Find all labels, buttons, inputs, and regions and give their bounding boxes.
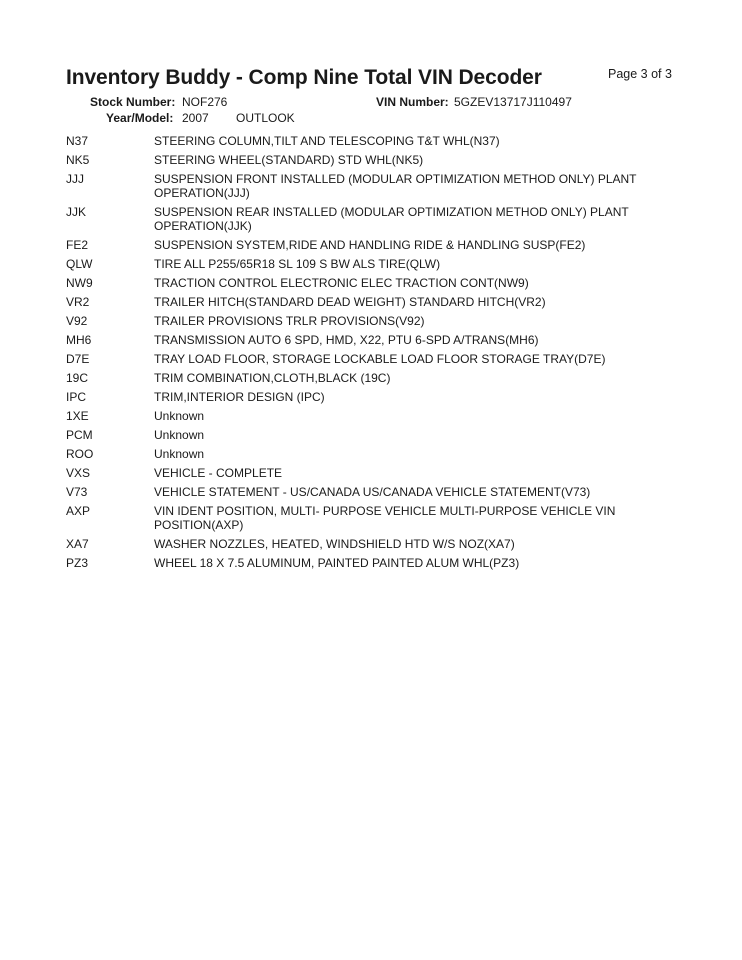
option-row (66, 172, 686, 200)
option-row (66, 333, 686, 347)
option-description: WASHER NOZZLES, HEATED, WINDSHIELD HTD W/S NOZ(XA7) (154, 537, 515, 551)
option-row (66, 466, 686, 480)
option-row (66, 447, 686, 461)
option-code: NW9 (66, 276, 93, 290)
option-code: VR2 (66, 295, 90, 309)
document-title: Inventory Buddy - Comp Nine Total VIN Decoder (66, 66, 542, 89)
option-row (66, 238, 686, 252)
option-description: VIN IDENT POSITION, MULTI- PURPOSE VEHICLE MULTI-PURPOSE VEHICLE VIN POSITION(AXP) (154, 504, 616, 532)
option-row (66, 390, 686, 404)
option-code: ROO (66, 447, 94, 461)
option-code: D7E (66, 352, 90, 366)
option-row (66, 537, 686, 551)
option-code: AXP (66, 504, 91, 518)
option-description: Unknown (154, 409, 205, 423)
option-description: SUSPENSION SYSTEM,RIDE AND HANDLING RIDE & HANDLING SUSP(FE2) (154, 238, 586, 252)
vin-number-label: VIN Number: (376, 95, 449, 109)
option-description: VEHICLE - COMPLETE (154, 466, 283, 480)
option-row (66, 556, 686, 570)
option-row (66, 276, 686, 290)
option-code: PCM (66, 428, 93, 442)
option-row (66, 409, 686, 423)
model-value: OUTLOOK (236, 111, 295, 125)
option-description: Unknown (154, 428, 205, 442)
option-code: JJJ (66, 172, 84, 186)
option-description: SUSPENSION FRONT INSTALLED (MODULAR OPTIMIZATION METHOD ONLY) PLANT OPERATION(JJJ) (154, 172, 637, 200)
option-code: N37 (66, 134, 89, 148)
option-description: TIRE ALL P255/65R18 SL 109 S BW ALS TIRE(QLW) (154, 257, 441, 271)
vin-number-value: 5GZEV13717J110497 (454, 95, 572, 109)
option-description: STEERING COLUMN,TILT AND TELESCOPING T&T WHL(N37) (154, 134, 500, 148)
option-description: TRACTION CONTROL ELECTRONIC ELEC TRACTION CONT(NW9) (154, 276, 529, 290)
option-row (66, 295, 686, 309)
option-description: SUSPENSION REAR INSTALLED (MODULAR OPTIMIZATION METHOD ONLY) PLANT OPERATION(JJK) (154, 205, 629, 233)
option-code: NK5 (66, 153, 90, 167)
option-description: VEHICLE STATEMENT - US/CANADA US/CANADA VEHICLE STATEMENT(V73) (154, 485, 591, 499)
option-code: 1XE (66, 409, 89, 423)
option-code: MH6 (66, 333, 92, 347)
option-row (66, 371, 686, 385)
options-list (66, 134, 686, 575)
option-row (66, 314, 686, 328)
option-description: Unknown (154, 447, 205, 461)
option-row (66, 352, 686, 366)
option-row (66, 485, 686, 499)
option-code: V92 (66, 314, 88, 328)
option-code: QLW (66, 257, 93, 271)
option-row (66, 153, 686, 167)
option-code: VXS (66, 466, 91, 480)
option-code: IPC (66, 390, 87, 404)
option-row (66, 428, 686, 442)
option-description: TRIM COMBINATION,CLOTH,BLACK (19C) (154, 371, 391, 385)
option-code: JJK (66, 205, 87, 219)
option-row (66, 134, 686, 148)
option-code: PZ3 (66, 556, 89, 570)
option-description: TRAILER PROVISIONS TRLR PROVISIONS(V92) (154, 314, 425, 328)
option-row (66, 504, 686, 532)
option-description: TRAY LOAD FLOOR, STORAGE LOCKABLE LOAD FLOOR STORAGE TRAY(D7E) (154, 352, 606, 366)
stock-number-value: NOF276 (182, 95, 228, 109)
year-value: 2007 (182, 111, 209, 125)
option-row (66, 257, 686, 271)
option-code: V73 (66, 485, 88, 499)
option-code: FE2 (66, 238, 89, 252)
stock-number-label: Stock Number: (90, 95, 176, 109)
option-description: TRANSMISSION AUTO 6 SPD, HMD, X22, PTU 6-SPD A/TRANS(MH6) (154, 333, 539, 347)
option-description: WHEEL 18 X 7.5 ALUMINUM, PAINTED PAINTED ALUM WHL(PZ3) (154, 556, 520, 570)
option-code: XA7 (66, 537, 89, 551)
option-row (66, 205, 686, 233)
option-description: STEERING WHEEL(STANDARD) STD WHL(NK5) (154, 153, 424, 167)
option-code: 19C (66, 371, 89, 385)
page-number: Page 3 of 3 (608, 67, 672, 81)
year-model-label: Year/Model: (106, 111, 174, 125)
option-description: TRAILER HITCH(STANDARD DEAD WEIGHT) STANDARD HITCH(VR2) (154, 295, 546, 309)
option-description: TRIM,INTERIOR DESIGN (IPC) (154, 390, 325, 404)
